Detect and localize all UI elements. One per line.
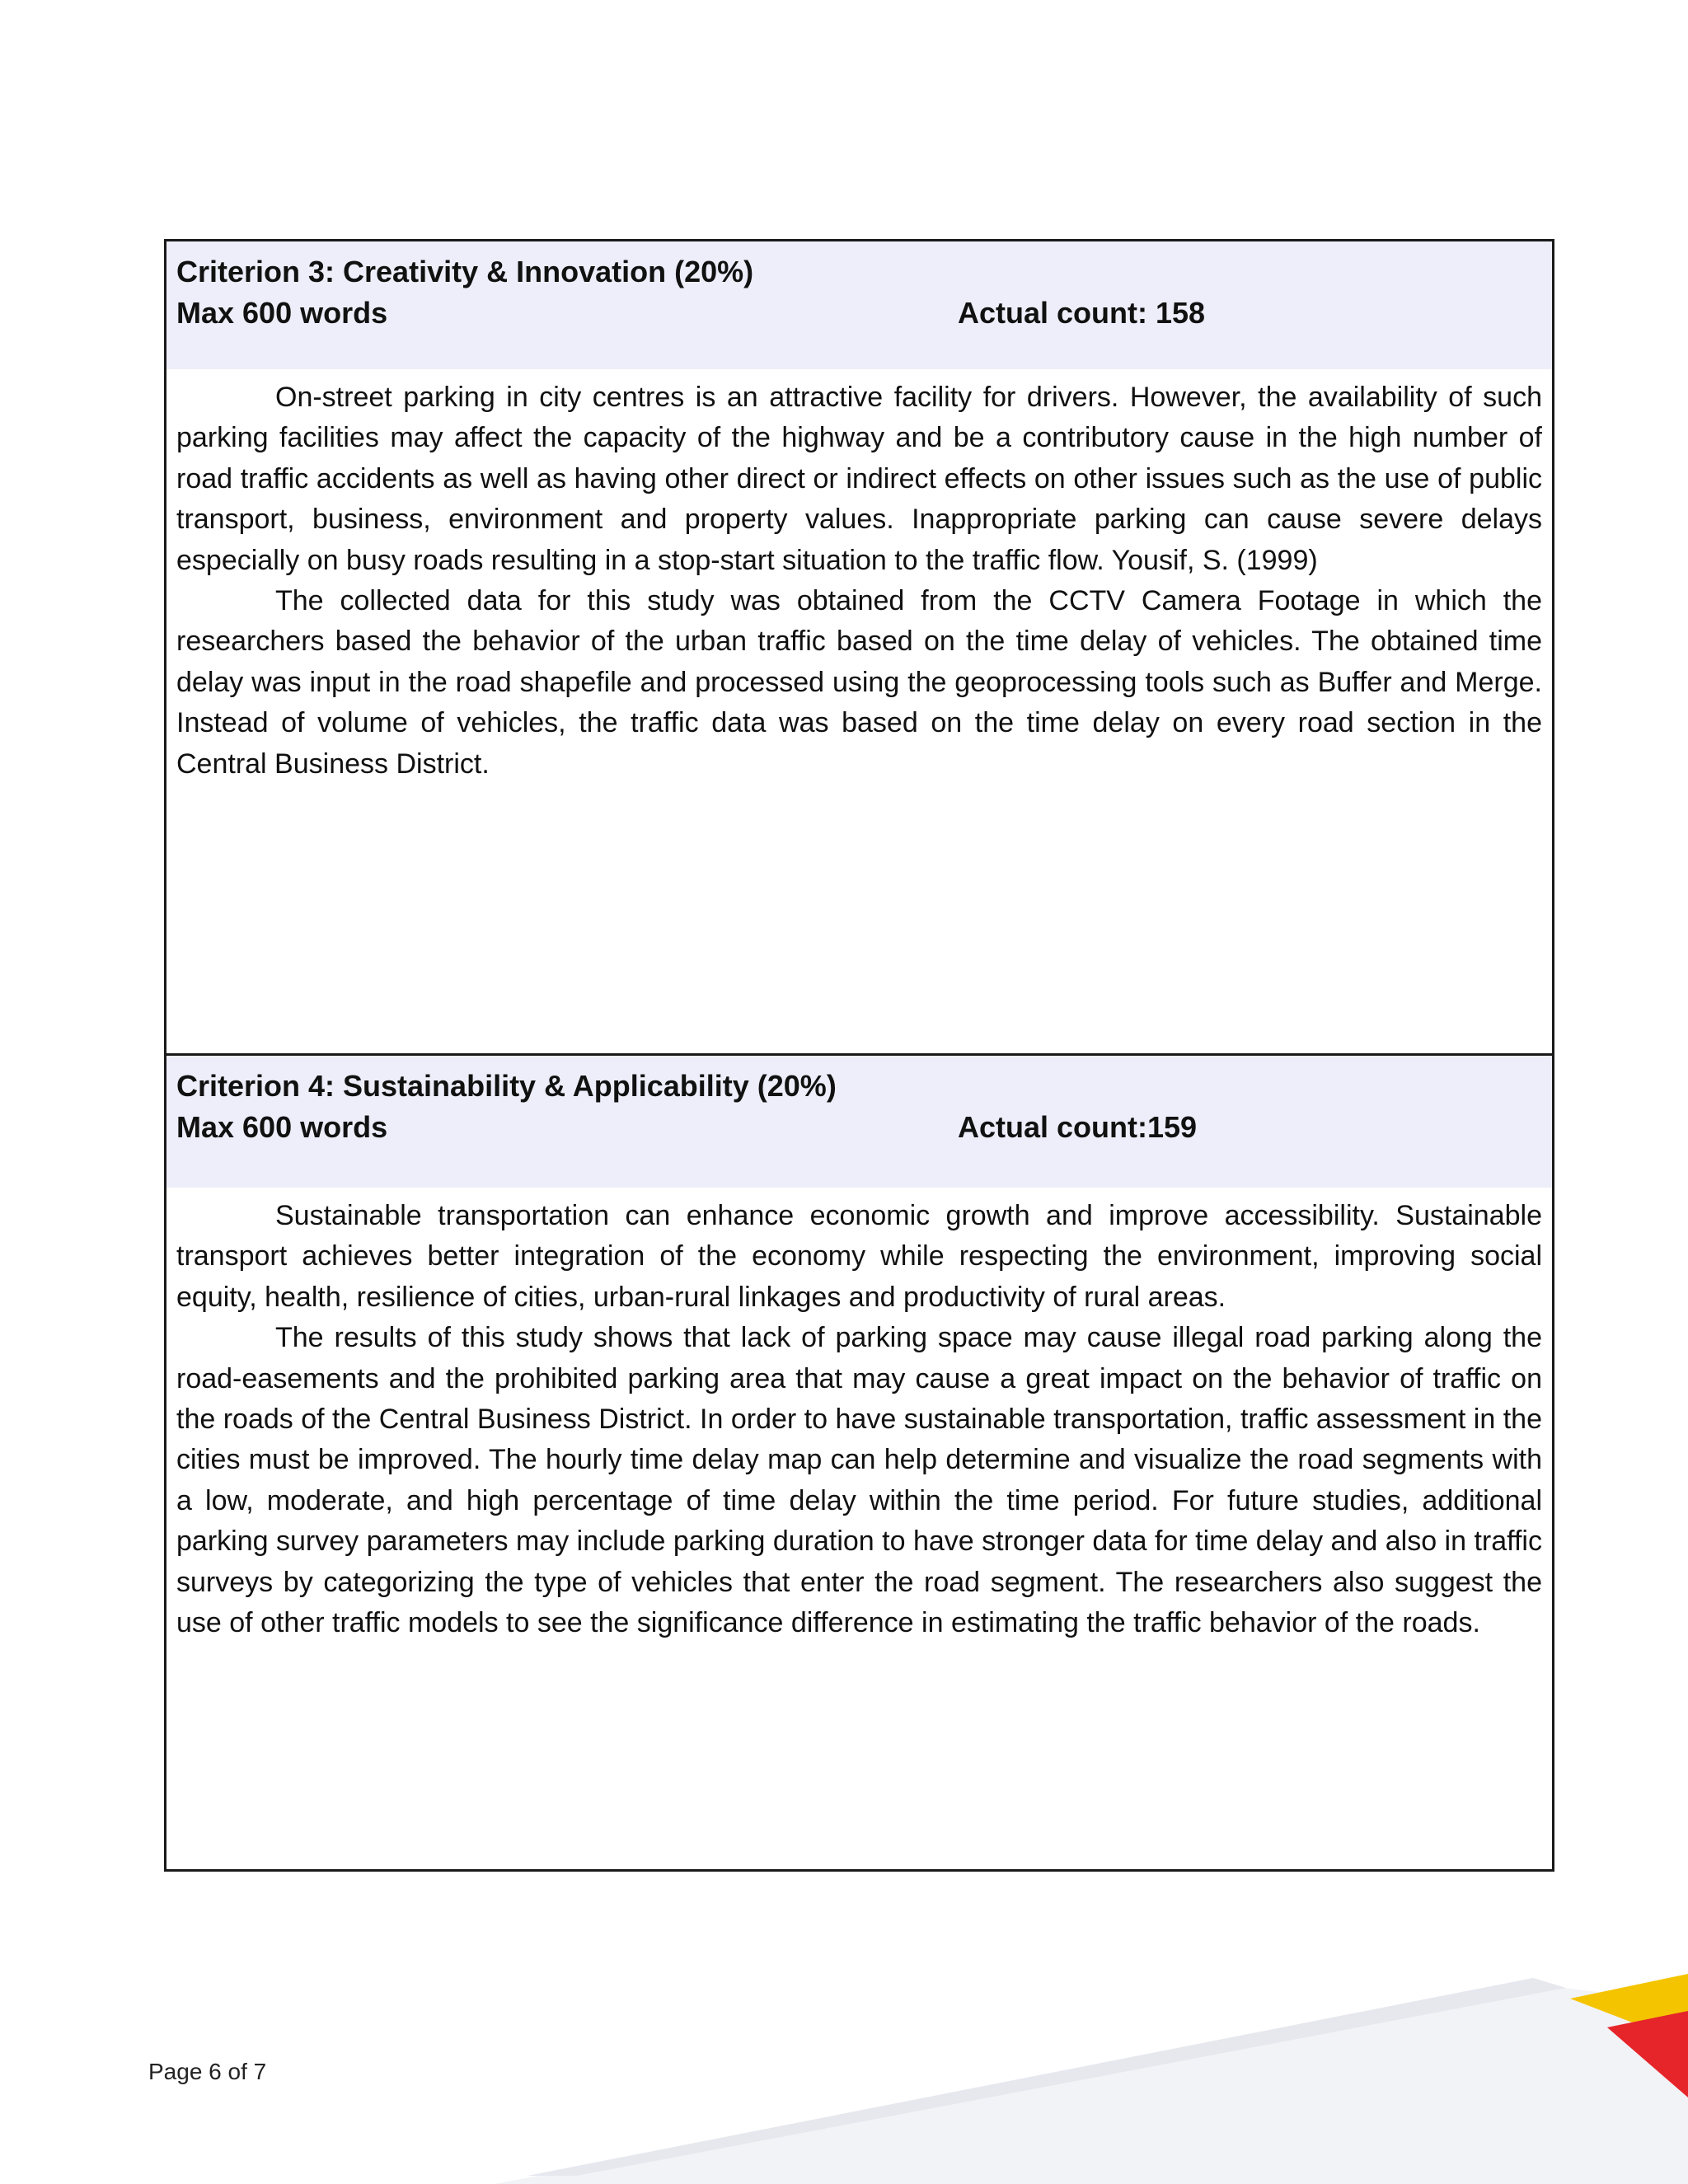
page-number: Page 6 of 7 — [148, 2059, 267, 2084]
criterion-4-paragraph-1: Sustainable transportation can enhance economic growth and improve accessibility. Sustainable transport achieves better integration of the economy while respecting the environment, improving social equity, health, resilience of cities, urban-rural linkages and productivity of rural areas. — [176, 1200, 1542, 1313]
criterion-4-section — [166, 1053, 1552, 1869]
criterion-3-title: Criterion 3: Creativity & Innovation (20%) — [176, 255, 754, 288]
criterion-3-limits — [176, 293, 1542, 334]
criterion-4-actual-count: Actual count:159 — [958, 1110, 1198, 1144]
criterion-3-actual-count: Actual count: 158 — [958, 296, 1206, 330]
criterion-4-body — [166, 1188, 1552, 1643]
criterion-4-max-words: Max 600 words — [176, 1110, 388, 1144]
criterion-4-paragraph-2: The results of this study shows that lack of parking space may cause illegal road parking along the road-easements and the prohibited parking area that may cause a great impact on the behavior of traffic on the roads of the Central Business District. In order to have sustainable transportation, traffic assessment in the cities must be improved. The hourly time delay map can help determine and visualize the road segments with a low, moderate, and high percentage of time delay within the time period. For future studies, additional parking survey parameters may include parking duration to have stronger data for time delay and also in traffic surveys by categorizing the type of vehicles that enter the road segment. The researchers also suggest the use of other traffic models to see the significance difference in estimating the traffic behavior of the roads. — [176, 1322, 1542, 1639]
criterion-3-section — [166, 241, 1552, 1053]
criterion-3-paragraph-2: The collected data for this study was obtained from the CCTV Camera Footage in which the researchers based the behavior of the urban traffic based on the time delay of vehicles. The obtained time delay was input in the road shapefile and processed using the geoprocessing tools such as Buffer and Merge. Instead of volume of vehicles, the traffic data was based on the time delay on every road section in the Central Business District. — [176, 585, 1542, 780]
criterion-3-max-words: Max 600 words — [176, 296, 388, 330]
criteria-form — [164, 239, 1554, 1872]
criterion-3-paragraph-1: On-street parking in city centres is an attractive facility for drivers. However, the availability of such parking facilities may affect the capacity of the highway and be a contributory cause in the high number of road traffic accidents as well as having other direct or indirect effects on other issues such as the use of public transport, business, environment and property values. Inappropriate parking can cause severe delays especially on busy roads resulting in a stop-start situation to the traffic flow. Yousif, S. (1999) — [176, 382, 1542, 576]
criterion-4-header — [166, 1056, 1552, 1188]
criterion-3-header — [166, 241, 1552, 369]
criterion-4-limits — [176, 1107, 1542, 1148]
criterion-3-body — [166, 369, 1552, 785]
criterion-4-title: Criterion 4: Sustainability & Applicability (20%) — [176, 1069, 837, 1103]
